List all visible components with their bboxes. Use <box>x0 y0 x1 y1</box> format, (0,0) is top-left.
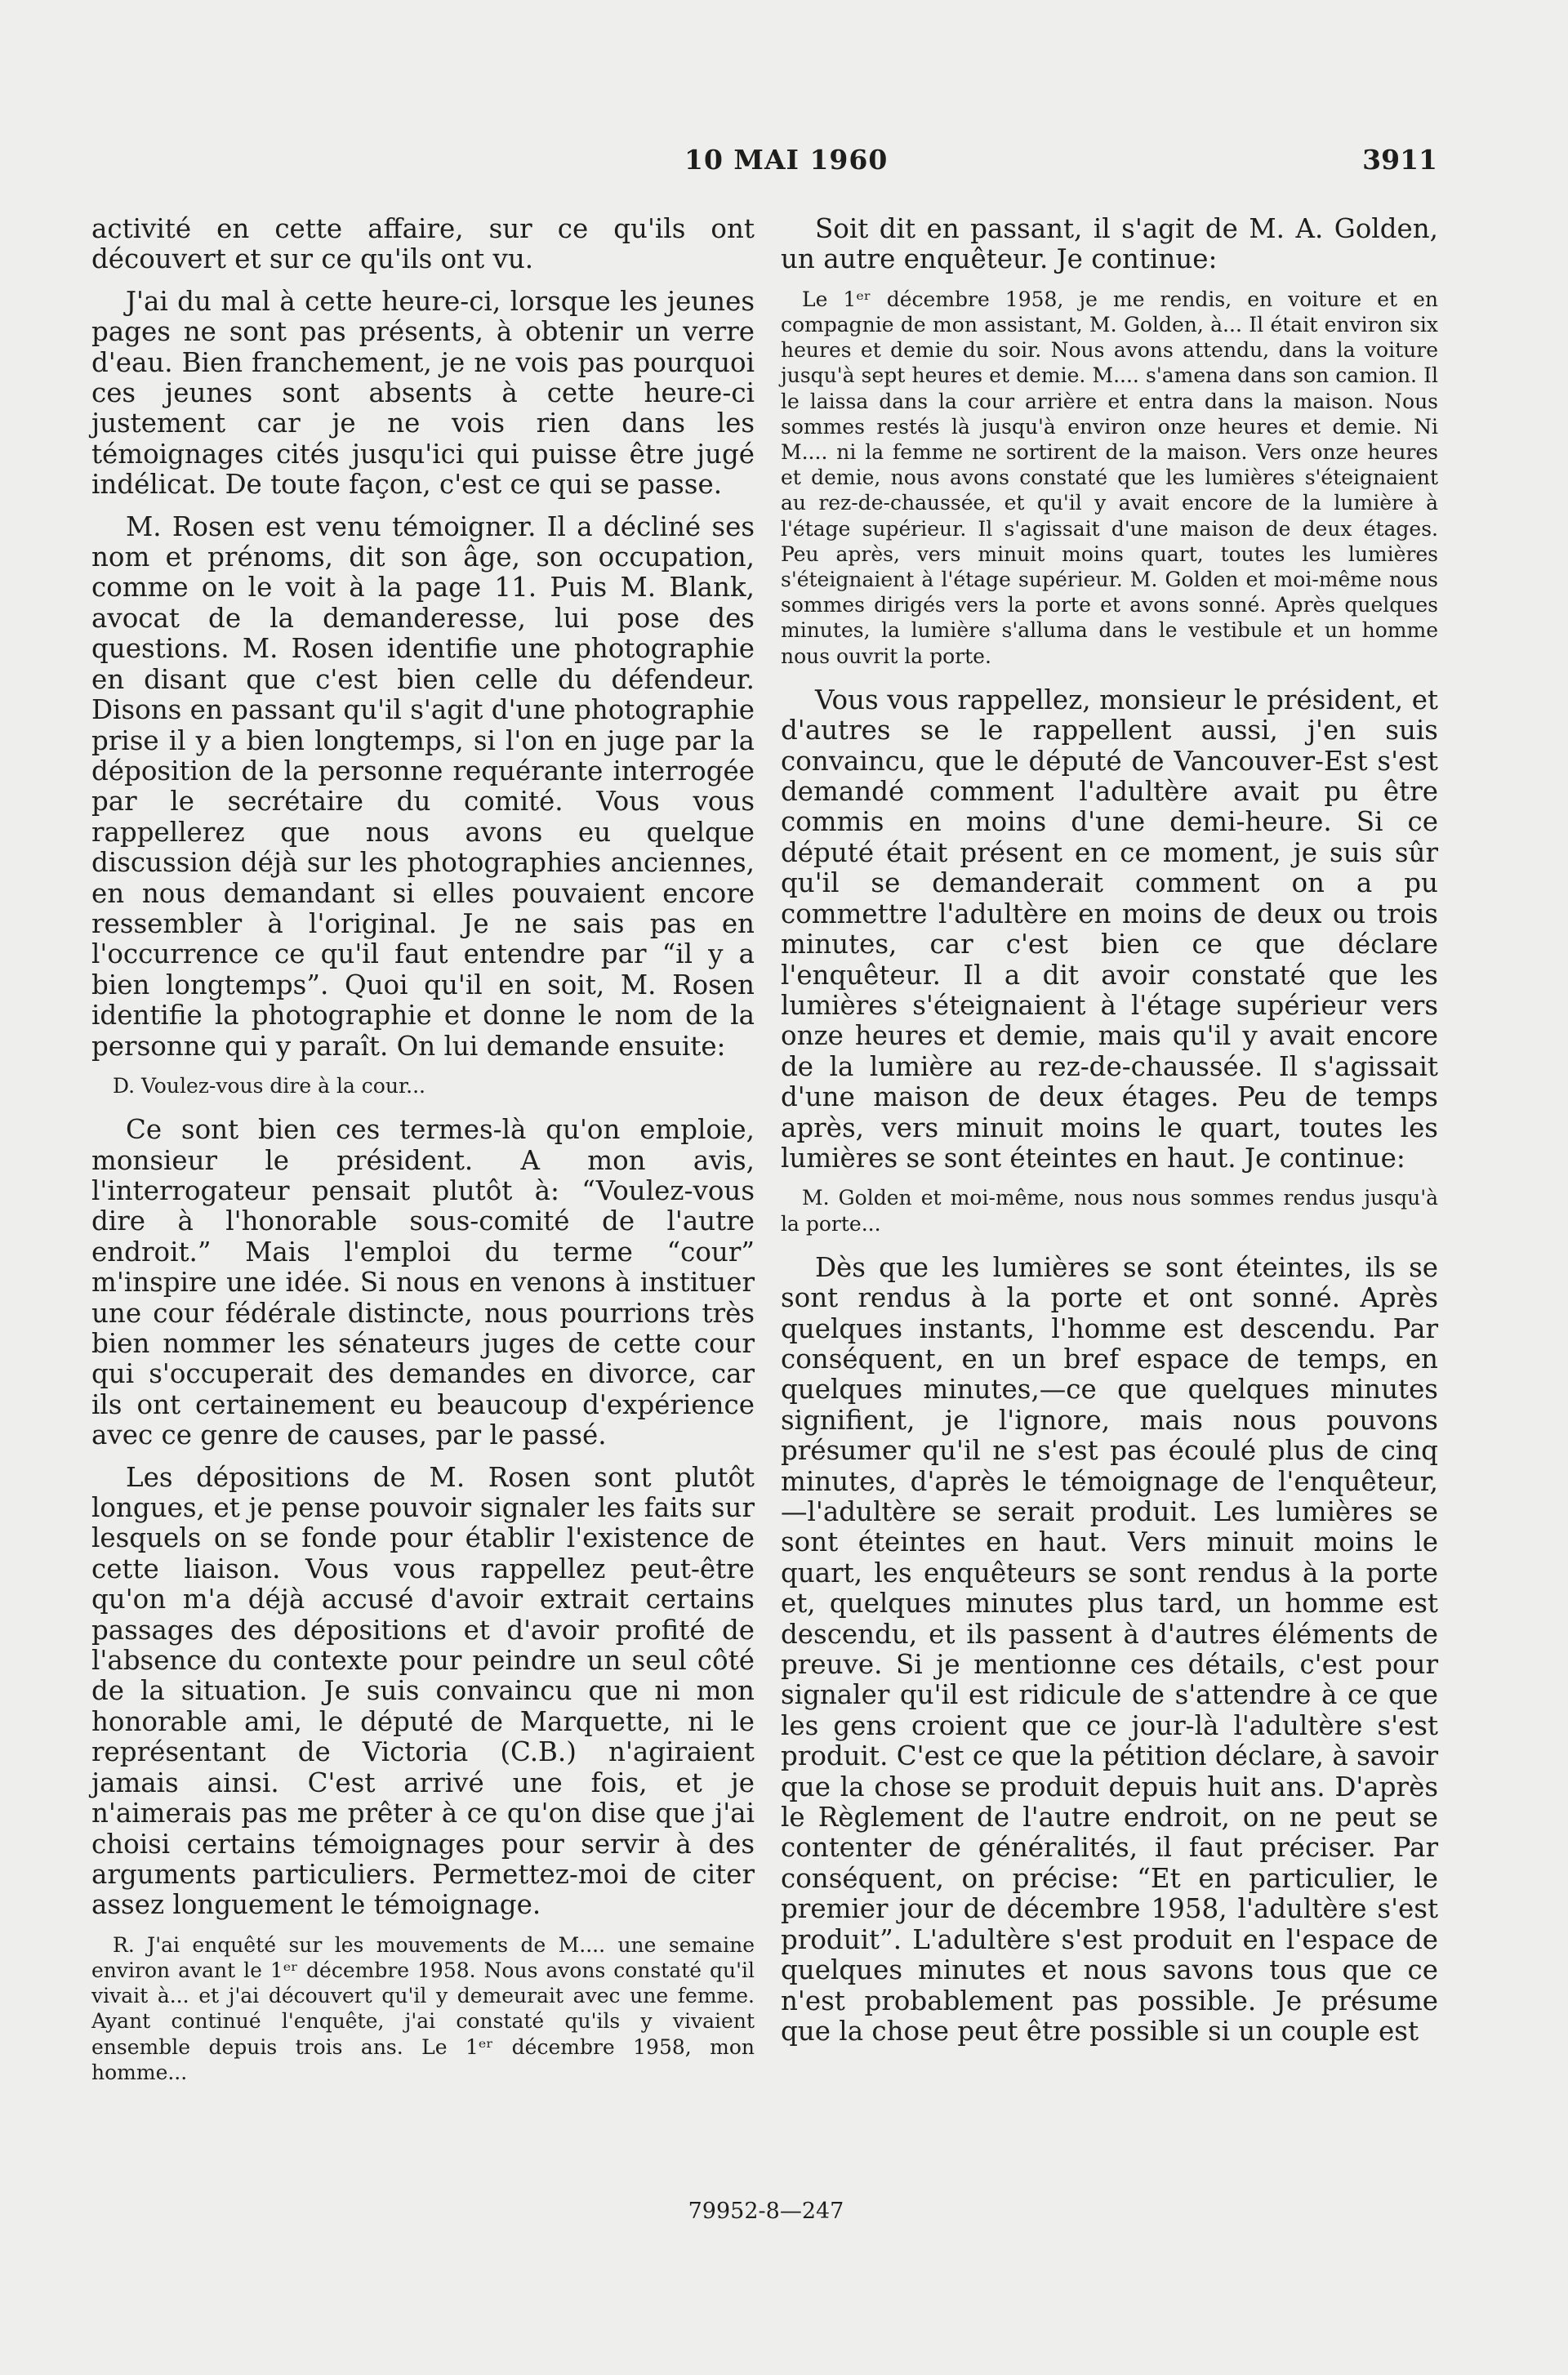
paragraph: Dès que les lumières se sont éteintes, ils se sont rendus à la porte et ont sonné. Après quelques instants, l'homme est descendu. Par conséquent, en un bref espace de temps, en quelques minutes,—ce que quelques minutes signifient, je l'ignore, mais nous pouvons présumer qu'il ne s'est pas écoulé plus de cinq minutes, d'après le témoignage de l'enquêteur,—l'adultère se serait produit. Les lumières se sont éteintes en haut. Vers minuit moins le quart, les enquêteurs se sont rendus à la porte et, quelques minutes plus tard, un homme est descendu, et ils passent à d'autres éléments de preuve. Si je mentionne ces détails, c'est pour signaler qu'il est ridicule de s'attendre à ce que les gens croient que ce jour-là l'adultère s'est produit. C'est ce que la pétition déclare, à savoir que la chose se produit depuis huit ans. D'après le Règlement de l'autre endroit, on ne peut se contenter de généralités, il faut préciser. Par conséquent, on précise: “Et en particulier, le premier jour de décembre 1958, l'adultère s'est produit”. L'adultère s'est produit en l'espace de quelques minutes et nous savons tous que ce n'est probablement pas possible. Je présume que la chose peut être possible si un couple est <box>781 1251 1438 2047</box>
quoted-testimony: Le 1ᵉʳ décembre 1958, je me rendis, en voiture et en compagnie de mon assistant, M. Golden, à... Il était environ six heures et demie du soir. Nous avons attendu, dans la voiture jusqu'à sept heures et demie. M.... s'amena dans son camion. Il le laissa dans la cour arrière et entra dans la maison. Nous sommes restés là jusqu'à environ onze heures et demie. Ni M.... ni la femme ne sortirent de la maison. Vers onze heures et demie, nous avons constaté que les lumières s'éteignaient au rez-de-chaussée, et qu'il y avait encore de la lumière à l'étage supérieur. Il s'agissait d'une maison de deux étages. Peu après, vers minuit moins quart, toutes les lumières s'éteignaient à l'étage supérieur. M. Golden et moi-même nous sommes dirigés vers la porte et avons sonné. Après quelques minutes, la lumière s'alluma dans le vestibule et un homme nous ouvrit la porte. <box>781 287 1438 668</box>
quoted-testimony: M. Golden et moi-même, nous nous sommes rendus jusqu'à la porte... <box>781 1186 1438 1236</box>
quoted-testimony: D. Voulez-vous dire à la cour... <box>113 1073 426 1098</box>
footer-code: 79952-8—247 <box>688 2199 844 2224</box>
paragraph: activité en cette affaire, sur ce qu'ils ont découvert et sur ce qu'ils ont vu. <box>91 213 755 275</box>
paragraph: Ce sont bien ces termes-là qu'on emploie, monsieur le président. A mon avis, l'interrogateur pensait plutôt à: “Voulez-vous dire à l'honorable sous-comité de l'autre endroit.” Mais l'emploi du terme “cour” m'inspire une idée. Si nous en venons à instituer une cour fédérale distincte, nous pourrions très bien nommer les sénateurs juges de cette cour qui s'occuperait des demandes en divorce, car ils ont certainement eu beaucoup d'expérience avec ce genre de causes, par le passé. <box>91 1114 755 1451</box>
paragraph: M. Rosen est venu témoigner. Il a décliné ses nom et prénoms, dit son âge, son occupation, comme on le voit à la page 11. Puis M. Blank, avocat de la demanderesse, lui pose des questions. M. Rosen identifie une photographie en disant que c'est bien celle du défendeur. Disons en passant qu'il s'agit d'une photographie prise il y a bien longtemps, si l'on en juge par la déposition de la personne requérante interrogée par le secrétaire du comité. Vous vous rappellerez que nous avons eu quelque discussion déjà sur les photographies anciennes, en nous demandant si elles pouvaient encore ressembler à l'original. Je ne sais pas en l'occurrence ce qu'il faut entendre par “il y a bien longtemps”. Quoi qu'il en soit, M. Rosen identifie la photographie et donne le nom de la personne qui y paraît. On lui demande ensuite: <box>91 510 755 1062</box>
page-header <box>0 144 1568 193</box>
page-number: 3911 <box>1362 144 1437 176</box>
paragraph: Soit dit en passant, il s'agit de M. A. Golden, un autre enquêteur. Je continue: <box>781 213 1438 275</box>
left-column <box>91 214 755 2101</box>
paragraph: J'ai du mal à cette heure-ci, lorsque les jeunes pages ne sont pas présents, à obtenir un verre d'eau. Bien franchement, je ne vois pas pourquoi ces jeunes sont absents à cette heure-ci justement car je ne vois rien dans les témoignages cités jusqu'ici qui puisse être jugé indélicat. De toute façon, c'est ce qui se passe. <box>91 285 755 501</box>
paragraph: Vous vous rappellez, monsieur le président, et d'autres se le rappellent aussi, j'en suis convaincu, que le député de Vancouver-Est s'est demandé comment l'adultère avait pu être commis en moins d'une demi-heure. Si ce député était présent en ce moment, je suis sûr qu'il se demanderait comment on a pu commettre l'adultère en moins de deux ou trois minutes, car c'est bien ce que déclare l'enquêteur. Il a dit avoir constaté que les lumières s'éteignaient à l'étage supérieur vers onze heures et demie, mais qu'il y avait encore de la lumière au rez-de-chaussée. Il s'agissait d'une maison de deux étages. Peu de temps après, vers minuit moins le quart, toutes les lumières se sont éteintes en haut. Je continue: <box>781 684 1438 1174</box>
right-column <box>781 214 1438 2058</box>
paragraph: Les dépositions de M. Rosen sont plutôt longues, et je pense pouvoir signaler les faits sur lesquels on se fonde pour établir l'existence de cette liaison. Vous vous rappellez peut-être qu'on m'a déjà accusé d'avoir extrait certains passages des dépositions et d'avoir profité de l'absence du contexte pour peindre un seul côté de la situation. Je suis convaincu que ni mon honorable ami, le député de Marquette, ni le représentant de Victoria (C.B.) n'agiraient jamais ainsi. C'est arrivé une fois, et je n'aimerais pas me prêter à ce qu'on dise que j'ai choisi certains témoignages pour servir à des arguments particuliers. Permettez-moi de citer assez longuement le témoignage. <box>91 1461 755 1921</box>
quoted-testimony: R. J'ai enquêté sur les mouvements de M.... une semaine environ avant le 1ᵉʳ décembre 1958. Nous avons constaté qu'il vivait à... et j'ai découvert qu'il y demeurait avec une femme. Ayant continué l'enquête, j'ai constaté qu'ils y vivaient ensemble depuis trois ans. Le 1ᵉʳ décembre 1958, mon homme... <box>91 1932 755 2084</box>
header-date: 10 MAI 1960 <box>684 144 889 176</box>
page-footer <box>0 2199 1568 2224</box>
